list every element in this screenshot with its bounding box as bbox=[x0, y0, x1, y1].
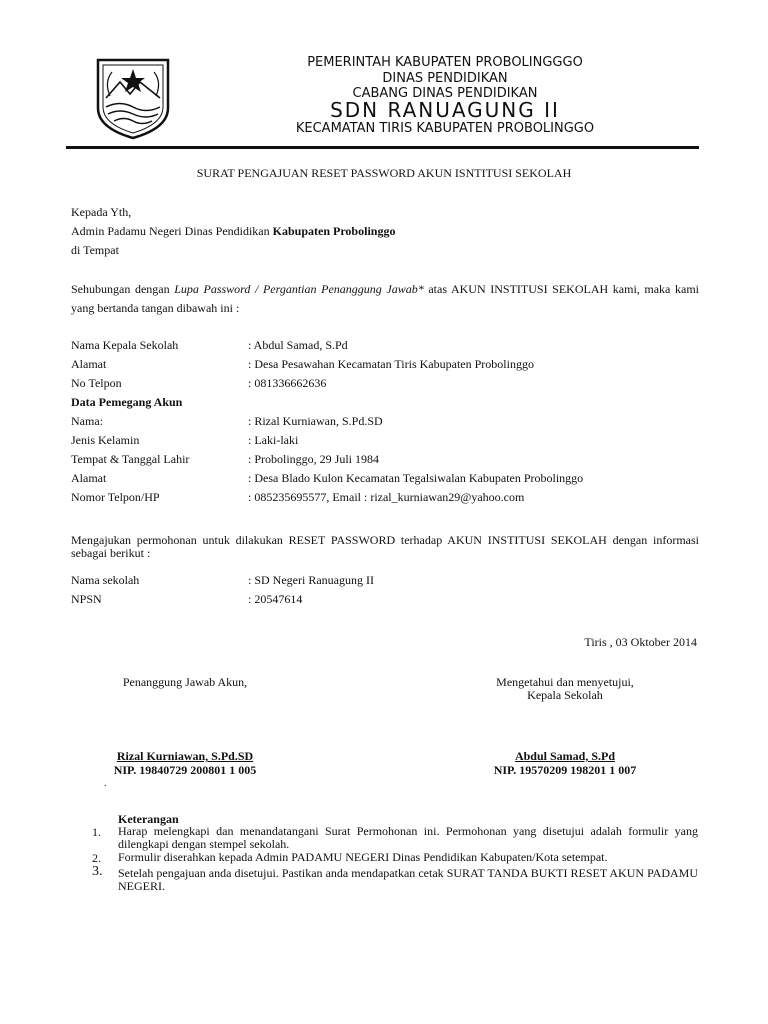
field-value: : 20547614 bbox=[248, 592, 303, 606]
holder-heading: Data Pemegang Akun bbox=[71, 395, 183, 409]
place-date: Tiris , 03 Oktober 2014 bbox=[584, 635, 697, 649]
note-text: Harap melengkapi dan menandatangani Surat Permohonan ini. Permohonan yang disetujui adalah formulir yang dilengkapi dengan stempel sekolah. bbox=[118, 824, 698, 851]
field-label: Nama Kepala Sekolah bbox=[71, 338, 179, 352]
field-label: Nomor Telpon/HP bbox=[71, 490, 160, 504]
note-text: Formulir diserahkan kepada Admin PADAMU NEGERI Dinas Pendidikan Kabupaten/Kota setempat. bbox=[118, 850, 608, 864]
field-value: : Abdul Samad, S.Pd bbox=[248, 338, 348, 352]
field-value: : 085235695577, Email : rizal_kurniawan29@yahoo.com bbox=[248, 490, 525, 504]
field-label: No Telpon bbox=[71, 376, 122, 390]
letterhead-government: PEMERINTAH KABUPATEN PROBOLINGGGO bbox=[307, 55, 583, 70]
field-value: : SD Negeri Ranuagung II bbox=[248, 573, 374, 587]
note-number: 1. bbox=[92, 825, 101, 839]
note-number: 2. bbox=[92, 851, 101, 865]
field-label: Nama sekolah bbox=[71, 573, 140, 587]
notes-heading: Keterangan bbox=[118, 812, 179, 826]
intro-italic: Lupa Password / Pergantian Penanggung Jawab* bbox=[174, 282, 424, 296]
signer-right-title: Kepala Sekolah bbox=[527, 688, 603, 702]
recipient-place: di Tempat bbox=[71, 243, 119, 257]
field-label: NPSN bbox=[71, 592, 102, 606]
field-label: Alamat bbox=[71, 357, 107, 371]
recipient-name bbox=[71, 224, 395, 239]
signer-left-nip: NIP. 19840729 200801 1 005 bbox=[113, 763, 257, 777]
stray-dot: . bbox=[104, 778, 107, 789]
intro-paragraph bbox=[71, 280, 699, 318]
note-number: 3. bbox=[92, 864, 103, 879]
signer-left-role: Penanggung Jawab Akun, bbox=[122, 675, 248, 689]
field-label: Tempat & Tanggal Lahir bbox=[71, 452, 190, 466]
intro-prefix: Sehubungan dengan bbox=[71, 282, 175, 296]
letterhead-district: KECAMATAN TIRIS KABUPATEN PROBOLINGGO bbox=[295, 121, 595, 136]
letterhead-divider bbox=[66, 146, 699, 149]
intro-suffix: atas AKUN INSTITUSI SEKOLAH kami, maka kami yang bertanda tangan dibawah ini : bbox=[71, 282, 699, 315]
field-value: : Rizal Kurniawan, S.Pd.SD bbox=[248, 414, 383, 428]
note-text: Setelah pengajuan anda disetujui. Pastikan anda mendapatkan cetak SURAT TANDA BUKTI RESET AKUN PADAMU NEGERI. bbox=[118, 866, 698, 893]
field-value: : 081336662636 bbox=[248, 376, 327, 390]
recipient-name-prefix: Admin Padamu Negeri Dinas Pendidikan bbox=[71, 224, 273, 238]
signer-right-name: Abdul Samad, S.Pd bbox=[514, 749, 616, 763]
request-paragraph: Mengajukan permohonan untuk dilakukan RESET PASSWORD terhadap AKUN INSTITUSI SEKOLAH dengan informasi sebagai berikut : bbox=[71, 533, 699, 560]
field-value: : Laki-laki bbox=[248, 433, 299, 447]
recipient-name-bold: Kabupaten Probolinggo bbox=[272, 224, 396, 238]
letterhead-branch: CABANG DINAS PENDIDIKAN bbox=[352, 86, 538, 101]
letterhead-agency: DINAS PENDIDIKAN bbox=[382, 71, 508, 86]
letter-title: SURAT PENGAJUAN RESET PASSWORD AKUN ISNTITUSI SEKOLAH bbox=[196, 166, 572, 180]
recipient-salutation: Kepada Yth, bbox=[71, 205, 132, 219]
field-value: : Desa Pesawahan Kecamatan Tiris Kabupaten Probolinggo bbox=[248, 357, 534, 371]
field-label: Alamat bbox=[71, 471, 107, 485]
regency-coat-of-arms-icon bbox=[90, 52, 176, 140]
signer-right-role: Mengetahui dan menyetujui, bbox=[496, 675, 634, 689]
regency-logo bbox=[90, 52, 176, 140]
field-value: : Probolinggo, 29 Juli 1984 bbox=[248, 452, 380, 466]
signer-left-name: Rizal Kurniawan, S.Pd.SD bbox=[116, 749, 254, 763]
field-label: Jenis Kelamin bbox=[71, 433, 140, 447]
field-label: Nama: bbox=[71, 414, 103, 428]
letterhead-school-name: SDN RANUAGUNG II bbox=[330, 98, 560, 122]
signer-right-nip: NIP. 19570209 198201 1 007 bbox=[493, 763, 637, 777]
field-value: : Desa Blado Kulon Kecamatan Tegalsiwalan Kabupaten Probolinggo bbox=[248, 471, 584, 485]
